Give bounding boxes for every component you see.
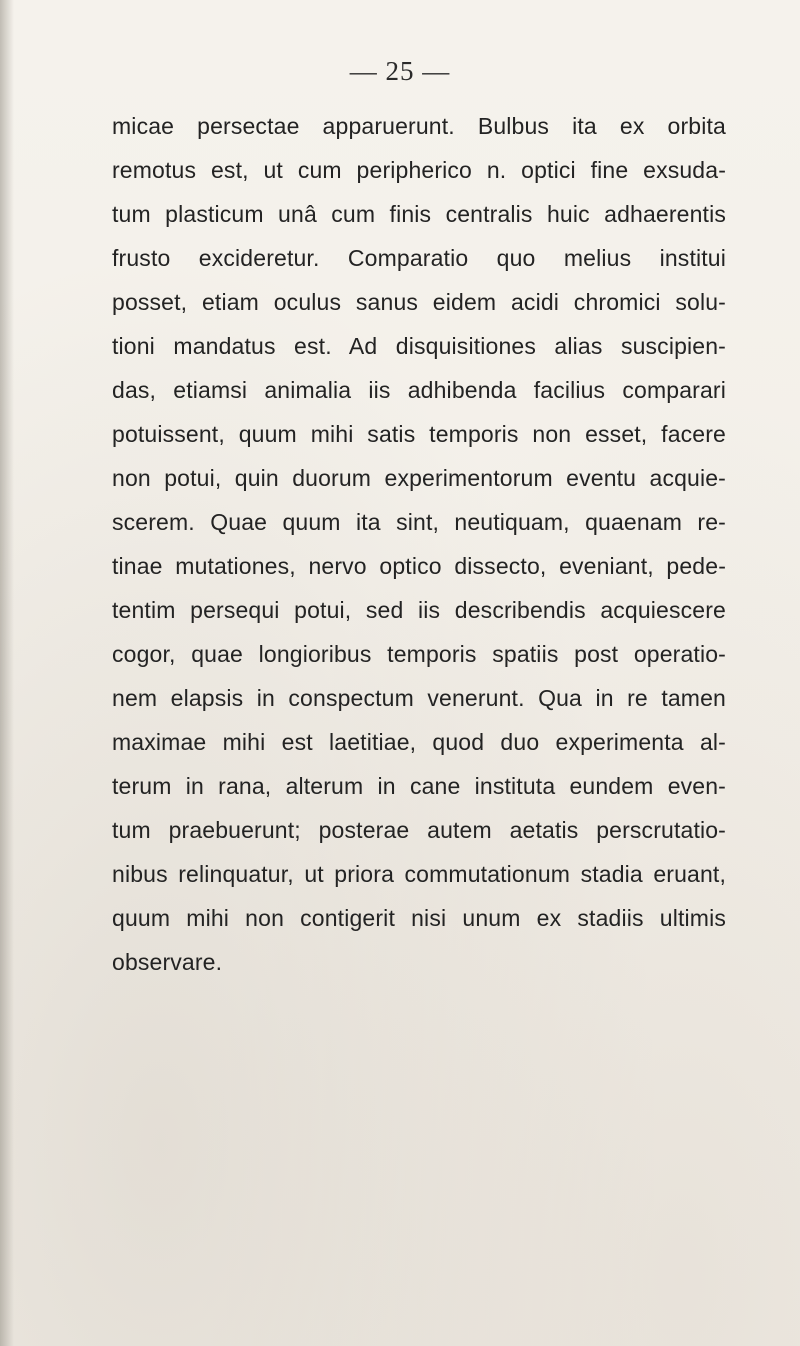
text-line: tioni mandatus est. Ad disquisitiones alias suscipien- — [112, 333, 726, 359]
text-line: remotus est, ut cum peripherico n. optici fine exsuda- — [112, 157, 726, 183]
text-line: observare. — [112, 949, 223, 975]
text-line: potuissent, quum mihi satis temporis non esset, facere — [112, 421, 726, 447]
page-binding-shadow — [0, 0, 14, 1346]
text-line: non potui, quin duorum experimentorum eventu acquie- — [112, 465, 726, 491]
text-line: das, etiamsi animalia iis adhibenda facilius comparari — [112, 377, 726, 403]
page-number: — 25 — — [349, 56, 451, 86]
text-line: scerem. Quae quum ita sint, neutiquam, quaenam re- — [112, 509, 726, 535]
text-line: posset, etiam oculus sanus eidem acidi chromici solu- — [112, 289, 726, 315]
text-line: nem elapsis in conspectum venerunt. Qua in re tamen — [112, 685, 726, 711]
text-line: frusto excideretur. Comparatio quo melius institui — [112, 245, 726, 271]
body-text — [112, 104, 726, 984]
text-line: tum praebuerunt; posterae autem aetatis perscrutatio- — [112, 817, 726, 843]
text-line: maximae mihi est laetitiae, quod duo experimenta al- — [112, 729, 726, 755]
text-line: quum mihi non contigerit nisi unum ex stadiis ultimis — [112, 905, 726, 931]
text-line: tentim persequi potui, sed iis describendis acquiescere — [112, 597, 726, 623]
text-line: micae persectae apparuerunt. Bulbus ita ex orbita — [112, 113, 726, 139]
text-line: terum in rana, alterum in cane instituta eundem even- — [112, 773, 726, 799]
text-line: tinae mutationes, nervo optico dissecto, eveniant, pede- — [112, 553, 726, 579]
text-line: tum plasticum unâ cum finis centralis huic adhaerentis — [112, 201, 726, 227]
text-line: nibus relinquatur, ut priora commutationum stadia eruant, — [112, 861, 726, 887]
text-line: cogor, quae longioribus temporis spatiis post operatio- — [112, 641, 726, 667]
